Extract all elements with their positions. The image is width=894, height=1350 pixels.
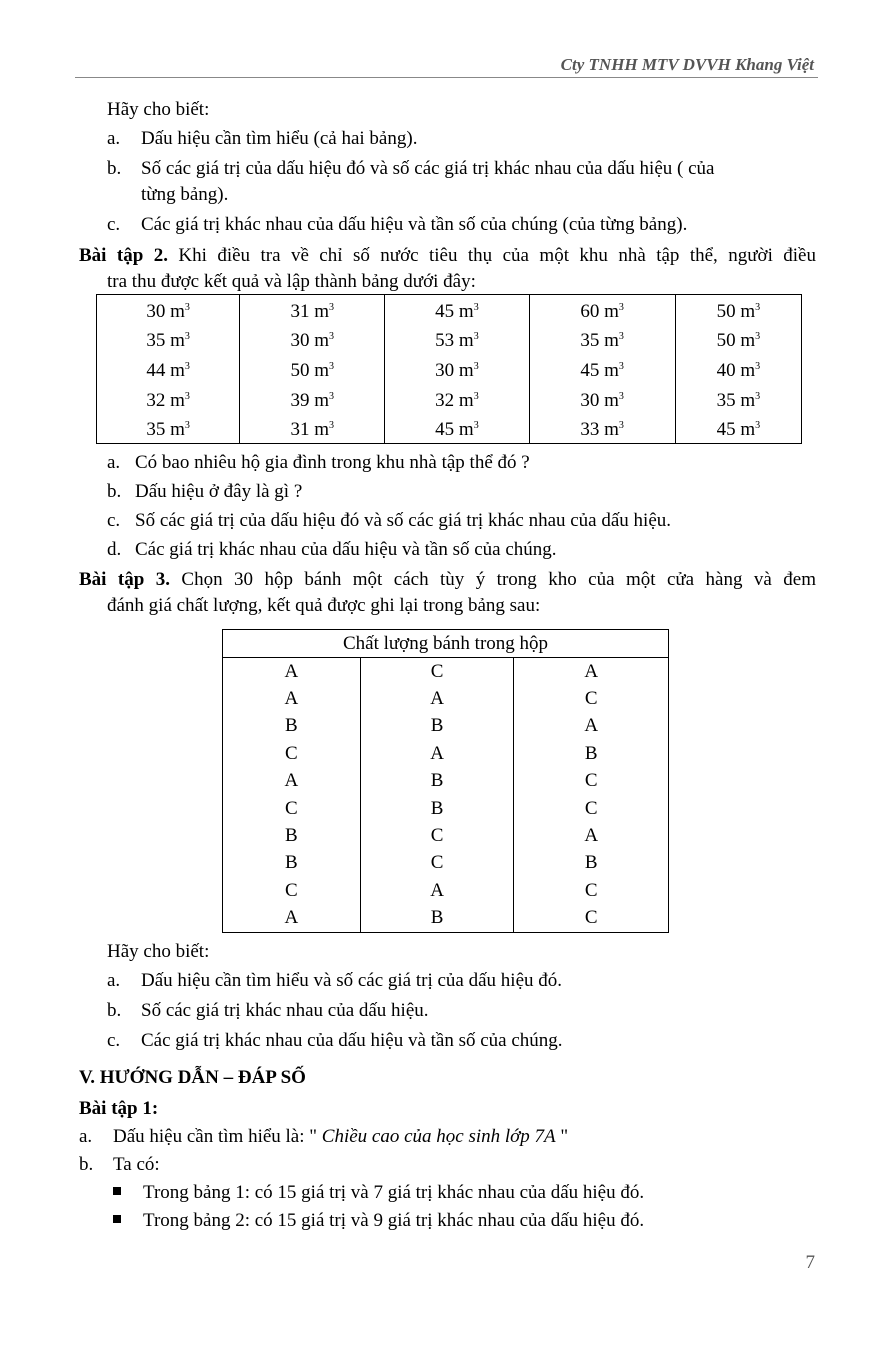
table-cell bbox=[675, 413, 801, 443]
table-cell: A bbox=[360, 877, 514, 904]
cell-unit: m bbox=[604, 330, 619, 352]
table-row bbox=[223, 740, 669, 767]
page-header-company: Cty TNHH MTV DVVH Khang Việt bbox=[560, 55, 814, 74]
cell-value: 31 bbox=[290, 300, 310, 322]
answer-label: b. bbox=[79, 1154, 94, 1175]
table-cell: B bbox=[223, 850, 361, 877]
question-text: Số các giá trị khác nhau của dấu hiệu. bbox=[141, 1000, 429, 1021]
cell-value: 44 bbox=[146, 359, 166, 381]
cell-value: 35 bbox=[146, 330, 166, 352]
cell-value: 60 bbox=[580, 300, 600, 322]
bullet-icon bbox=[113, 1187, 121, 1195]
cell-unit-exponent: 3 bbox=[755, 420, 761, 432]
table-row bbox=[223, 658, 669, 686]
table-cell: A bbox=[514, 822, 669, 849]
cell-unit-exponent: 3 bbox=[473, 390, 479, 402]
table-cell: A bbox=[514, 658, 669, 686]
table-cell: C bbox=[360, 822, 514, 849]
table-cell bbox=[675, 384, 801, 414]
question-text: Có bao nhiêu hộ gia đình trong khu nhà tập thể đó ? bbox=[135, 452, 530, 473]
bullet-text: Trong bảng 1: có 15 giá trị và 7 giá trị khác nhau của dấu hiệu đó. bbox=[143, 1182, 645, 1203]
cell-unit: m bbox=[314, 359, 330, 381]
cell-value: 45 bbox=[435, 300, 455, 322]
table-cell bbox=[675, 295, 801, 325]
cell-value: 35 bbox=[146, 419, 166, 441]
cell-value: 30 bbox=[146, 300, 166, 322]
question-label: a. bbox=[107, 452, 121, 473]
cell-value: 45 bbox=[716, 419, 736, 441]
ex2-title: Bài tập 2. bbox=[79, 245, 168, 266]
table-cell: C bbox=[360, 658, 514, 686]
cell-value: 39 bbox=[290, 389, 310, 411]
question-text: Dấu hiệu ở đây là gì ? bbox=[135, 481, 303, 502]
table-cell: C bbox=[514, 877, 669, 904]
cell-unit-exponent: 3 bbox=[755, 390, 761, 402]
cell-unit-exponent: 3 bbox=[618, 301, 624, 313]
table-cell bbox=[97, 325, 240, 355]
part1-question-c bbox=[107, 213, 687, 237]
table-cell: C bbox=[514, 768, 669, 795]
table-cell: B bbox=[514, 740, 669, 767]
question-label: b. bbox=[107, 481, 122, 502]
table-cell bbox=[385, 384, 529, 414]
table-row bbox=[223, 850, 669, 877]
water-usage-table bbox=[96, 294, 802, 444]
table-cell: A bbox=[360, 740, 514, 767]
table-cell: B bbox=[360, 905, 514, 933]
cell-unit-exponent: 3 bbox=[473, 301, 479, 313]
table-cell: C bbox=[223, 740, 361, 767]
answer-label: a. bbox=[79, 1126, 93, 1147]
ex3-question-b bbox=[107, 999, 429, 1023]
table-cell bbox=[240, 325, 385, 355]
table-row bbox=[223, 822, 669, 849]
cell-unit: m bbox=[604, 419, 619, 441]
table-cell bbox=[675, 354, 801, 384]
ex2-statement-line1 bbox=[79, 244, 816, 268]
cell-unit-exponent: 3 bbox=[184, 420, 190, 432]
table-row bbox=[223, 713, 669, 740]
cell-unit-exponent: 3 bbox=[618, 360, 624, 372]
cell-value: 35 bbox=[716, 389, 736, 411]
cell-unit-exponent: 3 bbox=[184, 390, 190, 402]
table-cell: B bbox=[360, 768, 514, 795]
question-label: b. bbox=[107, 158, 122, 179]
table-cell: C bbox=[223, 877, 361, 904]
cell-unit: m bbox=[170, 389, 185, 411]
cell-unit-exponent: 3 bbox=[473, 360, 479, 372]
table-cell bbox=[97, 354, 240, 384]
table-cell bbox=[240, 384, 385, 414]
table-row bbox=[223, 685, 669, 712]
table-cell bbox=[529, 413, 675, 443]
answer-bullet-1 bbox=[113, 1181, 644, 1205]
answer-text-prefix: Dấu hiệu cần tìm hiểu là: " bbox=[113, 1126, 318, 1147]
table-cell bbox=[240, 354, 385, 384]
cell-unit: m bbox=[314, 419, 330, 441]
ex2-question-a bbox=[107, 451, 530, 475]
answer-ex1-a bbox=[79, 1125, 568, 1149]
cell-unit: m bbox=[458, 359, 474, 381]
cell-unit-exponent: 3 bbox=[329, 360, 335, 372]
cell-value: 30 bbox=[435, 359, 455, 381]
bullet-text: Trong bảng 2: có 15 giá trị và 9 giá trị khác nhau của dấu hiệu đó. bbox=[143, 1210, 645, 1231]
question-text: Các giá trị khác nhau của dấu hiệu và tần số của chúng (của từng bảng). bbox=[141, 214, 688, 235]
table-cell: B bbox=[514, 850, 669, 877]
cell-unit: m bbox=[314, 330, 330, 352]
cell-unit-exponent: 3 bbox=[755, 360, 761, 372]
table-cell: C bbox=[514, 685, 669, 712]
table-cell bbox=[529, 384, 675, 414]
ex3-statement-line1 bbox=[79, 568, 816, 592]
question-label: c. bbox=[107, 214, 121, 235]
cell-unit: m bbox=[740, 389, 756, 411]
table-cell bbox=[240, 413, 385, 443]
table-cell bbox=[97, 384, 240, 414]
table-cell bbox=[240, 295, 385, 325]
question-label: c. bbox=[107, 510, 121, 531]
cell-unit-exponent: 3 bbox=[329, 301, 335, 313]
cell-unit: m bbox=[170, 300, 185, 322]
cell-unit-exponent: 3 bbox=[755, 301, 761, 313]
ex2-question-b bbox=[107, 480, 302, 504]
table-cell bbox=[385, 354, 529, 384]
question-text: Các giá trị khác nhau của dấu hiệu và tần số của chúng. bbox=[135, 539, 557, 560]
part1-intro: Hãy cho biết: bbox=[107, 99, 210, 120]
cell-unit-exponent: 3 bbox=[473, 420, 479, 432]
question-text: Dấu hiệu cần tìm hiểu và số các giá trị của dấu hiệu đó. bbox=[141, 970, 563, 991]
cell-value: 31 bbox=[290, 419, 310, 441]
table-cell: A bbox=[223, 658, 361, 686]
cell-unit-exponent: 3 bbox=[618, 420, 624, 432]
cell-unit-exponent: 3 bbox=[755, 331, 761, 343]
ex2-question-d bbox=[107, 538, 557, 562]
table-cell bbox=[529, 354, 675, 384]
ex3-question-a bbox=[107, 969, 562, 993]
part1-question-b bbox=[107, 157, 816, 181]
question-text: Dấu hiệu cần tìm hiểu (cả hai bảng). bbox=[141, 128, 418, 149]
table-row bbox=[97, 325, 802, 355]
cell-unit-exponent: 3 bbox=[329, 390, 335, 402]
part1-question-a bbox=[107, 127, 417, 151]
answer-ex1-b bbox=[79, 1153, 160, 1177]
cell-value: 50 bbox=[290, 359, 310, 381]
ex3-question-c bbox=[107, 1029, 563, 1053]
question-label: c. bbox=[107, 1030, 121, 1051]
table-cell: B bbox=[223, 822, 361, 849]
ex2-question-c bbox=[107, 509, 671, 533]
cell-unit-exponent: 3 bbox=[184, 331, 190, 343]
cell-value: 30 bbox=[290, 330, 310, 352]
cell-value: 35 bbox=[580, 330, 600, 352]
table-row bbox=[223, 905, 669, 933]
cell-value: 50 bbox=[716, 330, 736, 352]
table-cell bbox=[385, 295, 529, 325]
cake-quality-table bbox=[222, 629, 669, 933]
table-row bbox=[97, 413, 802, 443]
cell-unit: m bbox=[740, 419, 756, 441]
table-cell: A bbox=[514, 713, 669, 740]
answer-text-italic: Chiều cao của học sinh lớp 7A bbox=[317, 1126, 556, 1147]
answer-bullet-2 bbox=[113, 1209, 644, 1233]
cell-unit-exponent: 3 bbox=[473, 331, 479, 343]
ex2-statement-line2: tra thu được kết quả và lập thành bảng dưới đây: bbox=[107, 271, 476, 292]
table-cell bbox=[385, 325, 529, 355]
cell-unit: m bbox=[458, 419, 474, 441]
cell-unit: m bbox=[170, 330, 185, 352]
cell-unit-exponent: 3 bbox=[329, 331, 335, 343]
table-cell: A bbox=[360, 685, 514, 712]
table-cell: A bbox=[223, 685, 361, 712]
table-cell: A bbox=[223, 905, 361, 933]
cell-unit: m bbox=[170, 419, 185, 441]
page-number: 7 bbox=[805, 1252, 815, 1273]
table-cell: B bbox=[223, 713, 361, 740]
section-heading: V. HƯỚNG DẪN – ĐÁP SỐ bbox=[79, 1067, 306, 1088]
bullet-icon bbox=[113, 1215, 121, 1223]
table-cell: C bbox=[514, 905, 669, 933]
question-label: a. bbox=[107, 970, 121, 991]
ex2-text: Khi điều tra về chỉ số nước tiêu thụ của một khu nhà tập thể, người điều bbox=[178, 245, 816, 266]
cell-unit: m bbox=[604, 389, 619, 411]
cell-unit: m bbox=[740, 359, 756, 381]
table-cell bbox=[675, 325, 801, 355]
table-row bbox=[223, 795, 669, 822]
cell-value: 33 bbox=[580, 419, 600, 441]
question-label: a. bbox=[107, 128, 121, 149]
cell-unit: m bbox=[740, 300, 756, 322]
header-divider bbox=[75, 77, 818, 78]
cell-value: 45 bbox=[435, 419, 455, 441]
cell-unit-exponent: 3 bbox=[184, 360, 190, 372]
table-row bbox=[97, 384, 802, 414]
cell-unit: m bbox=[314, 389, 330, 411]
cell-unit: m bbox=[604, 300, 619, 322]
answer-text: Ta có: bbox=[113, 1154, 160, 1175]
cell-unit-exponent: 3 bbox=[184, 301, 190, 313]
ex3-title: Bài tập 3. bbox=[79, 569, 170, 590]
question-label: d. bbox=[107, 539, 122, 560]
table-row bbox=[97, 295, 802, 325]
table-row bbox=[223, 877, 669, 904]
table-cell: C bbox=[223, 795, 361, 822]
table-header: Chất lượng bánh trong hộp bbox=[223, 630, 669, 658]
table-cell: B bbox=[360, 795, 514, 822]
cell-value: 32 bbox=[435, 389, 455, 411]
cell-value: 32 bbox=[146, 389, 166, 411]
table-cell bbox=[97, 295, 240, 325]
cell-unit-exponent: 3 bbox=[618, 390, 624, 402]
part1-question-b-cont: từng bảng). bbox=[141, 184, 229, 205]
question-text: Số các giá trị của dấu hiệu đó và số các giá trị khác nhau của dấu hiệu. bbox=[135, 510, 672, 531]
table-row bbox=[97, 354, 802, 384]
table-cell: C bbox=[360, 850, 514, 877]
cell-value: 40 bbox=[716, 359, 736, 381]
table-cell: C bbox=[514, 795, 669, 822]
cell-value: 45 bbox=[580, 359, 600, 381]
answer-ex1-title: Bài tập 1: bbox=[79, 1098, 159, 1119]
answer-text-suffix: " bbox=[555, 1126, 569, 1147]
cell-unit: m bbox=[458, 389, 474, 411]
ex3-text: Chọn 30 hộp bánh một cách tùy ý trong kho của một cửa hàng và đem bbox=[181, 569, 816, 590]
cell-unit: m bbox=[458, 300, 474, 322]
table-cell bbox=[385, 413, 529, 443]
cell-unit-exponent: 3 bbox=[618, 331, 624, 343]
table-row bbox=[223, 768, 669, 795]
cell-value: 53 bbox=[435, 330, 455, 352]
table-cell bbox=[97, 413, 240, 443]
ex3-statement-line2: đánh giá chất lượng, kết quả được ghi lại trong bảng sau: bbox=[107, 595, 541, 616]
question-text: Số các giá trị của dấu hiệu đó và số các giá trị khác nhau của dấu hiệu ( của bbox=[141, 158, 715, 179]
cell-value: 30 bbox=[580, 389, 600, 411]
cell-unit: m bbox=[740, 330, 756, 352]
ex3-intro: Hãy cho biết: bbox=[107, 941, 210, 962]
table-cell bbox=[529, 325, 675, 355]
cell-unit: m bbox=[458, 330, 474, 352]
question-label: b. bbox=[107, 1000, 122, 1021]
table-cell: B bbox=[360, 713, 514, 740]
cell-value: 50 bbox=[716, 300, 736, 322]
cell-unit: m bbox=[604, 359, 619, 381]
table-cell: A bbox=[223, 768, 361, 795]
cell-unit: m bbox=[170, 359, 185, 381]
cell-unit: m bbox=[314, 300, 330, 322]
table-cell bbox=[529, 295, 675, 325]
question-text: Các giá trị khác nhau của dấu hiệu và tần số của chúng. bbox=[141, 1030, 563, 1051]
cell-unit-exponent: 3 bbox=[329, 420, 335, 432]
